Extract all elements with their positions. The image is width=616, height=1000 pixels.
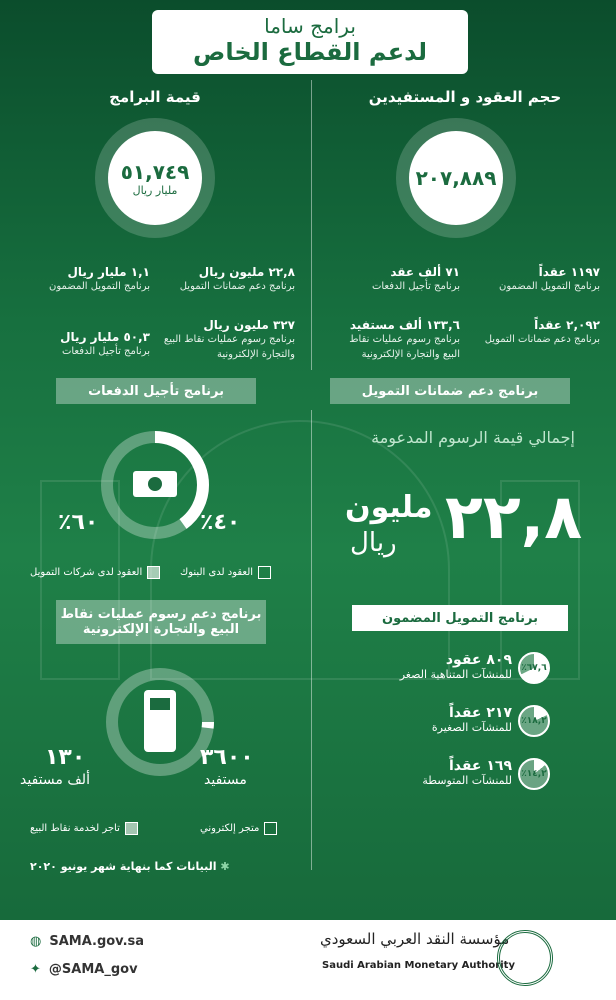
deferral-finance-percent: ٦٠٪ <box>58 510 99 535</box>
guaranteed-row-text <box>422 758 512 787</box>
header-title: برامج ساما <box>264 14 356 38</box>
guaranteed-section-bar: برنامج التمويل المضمون <box>352 605 568 631</box>
org-name-arabic: مؤسسة النقد العربي السعودي <box>320 930 510 948</box>
values-item-desc: برنامج التمويل المضمون <box>48 281 150 292</box>
values-section-title: قيمة البرامج <box>109 88 201 106</box>
guaranteed-row-text <box>432 705 512 734</box>
guaranteed-row-count: ٢١٧ عقداً <box>448 705 512 721</box>
contracts-item <box>470 318 600 347</box>
guaranteed-row-pie <box>518 758 550 790</box>
pos-merchant-label: ألف مستفيد <box>20 772 90 788</box>
guaranteed-row-desc: للمنشآت المتوسطة <box>422 774 512 787</box>
guaranteed-row-pct: ١٤,٢٪ <box>521 769 547 779</box>
guaranteed-row-pie <box>518 705 550 737</box>
deferral-legend-banks <box>180 566 271 579</box>
values-item <box>15 265 150 294</box>
values-item-value: ٥٠,٣ مليار ريال <box>60 330 150 344</box>
contracts-item-desc: برنامج تأجيل الدفعات <box>371 281 460 292</box>
contracts-item <box>470 265 600 294</box>
deferral-legend-finance <box>30 566 160 579</box>
data-note <box>30 860 230 873</box>
contracts-item-value: ٧١ ألف عقد <box>390 265 460 279</box>
guaranteed-row-pie <box>518 652 550 684</box>
data-note-text: البيانات كما بنهاية شهر يونيو ٢٠٢٠ <box>30 860 217 873</box>
values-item-value: ١,١ مليار ريال <box>67 265 150 279</box>
deferral-section-bar: برنامج تأجيل الدفعات <box>56 378 256 404</box>
column-divider <box>311 80 312 370</box>
guaranteed-row-text <box>400 652 512 681</box>
contracts-item-value: ١١٩٧ عقداً <box>538 265 600 279</box>
contracts-item-desc: برنامج دعم ضمانات التمويل <box>484 334 600 345</box>
values-item-value: ٣٢٧ مليون ريال <box>203 318 295 332</box>
legend-label: متجر إلكتروني <box>200 823 260 834</box>
values-total: ٥١,٧٤٩ <box>120 159 190 184</box>
guarantee-section-bar: برنامج دعم ضمانات التمويل <box>330 378 570 404</box>
header-card <box>152 10 468 74</box>
values-item <box>160 265 295 294</box>
footer-twitter[interactable] <box>30 962 138 977</box>
twitter-icon: ✦ <box>30 962 41 977</box>
footer-website-text[interactable]: SAMA.gov.sa <box>49 934 145 949</box>
values-item-desc: برنامج تأجيل الدفعات <box>61 346 150 357</box>
guaranteed-row-desc: للمنشآت المتناهية الصغر <box>399 668 512 681</box>
footer-twitter-text[interactable]: @SAMA_gov <box>48 962 138 977</box>
values-item-value: ٢٢,٨ مليون ريال <box>198 265 295 279</box>
pos-merchant-value: ١٣٠ <box>45 745 86 770</box>
guaranteed-row-pct: ٦٧,٦٪ <box>521 663 547 673</box>
values-item-desc: برنامج رسوم عمليات نقاط البيع والتجارة الإلكترونية <box>163 334 295 360</box>
footer-website[interactable] <box>30 934 144 949</box>
asterisk-icon: ✱ <box>220 860 230 873</box>
legend-swatch <box>258 566 271 579</box>
header-subtitle: لدعم القطاع الخاص <box>193 38 427 66</box>
guaranteed-row-pct: ١٨,٢٪ <box>521 716 547 726</box>
contracts-circle <box>396 118 516 238</box>
pos-legend-merchant <box>30 822 138 835</box>
legend-swatch <box>125 822 138 835</box>
pos-legend-online <box>200 822 277 835</box>
guarantee-unit-million: مليون <box>345 490 433 525</box>
contracts-total: ٢٠٧,٨٨٩ <box>415 166 497 190</box>
legend-label: العقود لدى البنوك <box>180 567 254 578</box>
values-unit: مليار ريال <box>132 183 178 197</box>
contracts-section-title: حجم العقود و المستفيدين <box>368 88 562 106</box>
guaranteed-row-desc: للمنشآت الصغيرة <box>431 721 512 734</box>
contracts-item-desc: برنامج التمويل المضمون <box>498 281 600 292</box>
values-item-desc: برنامج دعم ضمانات التمويل <box>179 281 295 292</box>
contracts-item-value: ٢,٠٩٢ عقداً <box>534 318 600 332</box>
guaranteed-row-count: ٨٠٩ عقود <box>445 652 512 668</box>
legend-label: تاجر لخدمة نقاط البيع <box>30 823 120 834</box>
footer <box>0 920 616 1000</box>
values-item <box>15 330 150 359</box>
guarantee-value: ٢٢,٨ <box>445 480 583 553</box>
contracts-item-value: ١٣٣,٦ ألف مستفيد <box>349 318 460 332</box>
contracts-item <box>330 265 460 294</box>
legend-label: العقود لدى شركات التمويل <box>30 567 143 578</box>
values-item <box>160 318 295 362</box>
deferral-donut-chart <box>95 425 215 545</box>
globe-icon: ◍ <box>30 934 42 949</box>
contracts-item-desc: برنامج رسوم عمليات نقاط البيع والتجارة الإلكترونية <box>349 334 460 360</box>
pos-online-label: مستفيد <box>204 772 247 788</box>
deferral-banks-percent: ٤٠٪ <box>200 510 241 535</box>
pos-online-value: ٣٦٠٠ <box>200 745 254 770</box>
pos-section-bar: برنامج دعم رسوم عمليات نقاط البيع والتجارة الإلكترونية <box>56 600 266 644</box>
sama-seal-logo <box>497 930 553 986</box>
guarantee-caption: إجمالي قيمة الرسوم المدعومة <box>371 428 575 447</box>
values-circle <box>95 118 215 238</box>
contracts-item <box>330 318 460 362</box>
legend-swatch <box>264 822 277 835</box>
org-name-english: Saudi Arabian Monetary Authority <box>322 960 515 971</box>
guaranteed-row-count: ١٦٩ عقداً <box>448 758 512 774</box>
legend-swatch <box>147 566 160 579</box>
guarantee-unit-riyal: ريال <box>350 528 397 558</box>
column-divider <box>311 410 312 870</box>
